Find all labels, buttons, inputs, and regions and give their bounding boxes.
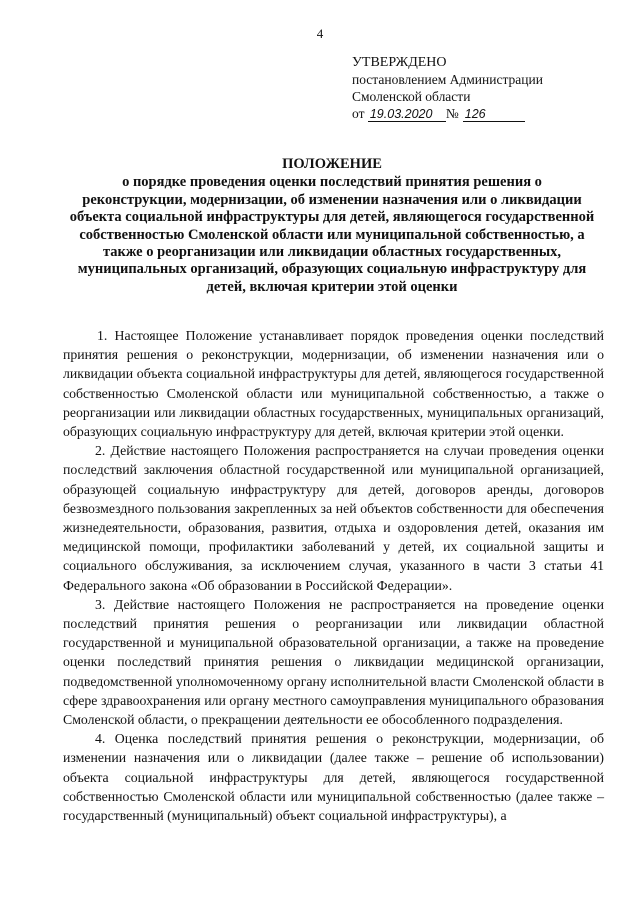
paragraph-1: 1. Настоящее Положение устанавливает порядок проведения оценки последствий принятия решения о реконструкции, модернизации, об изменении назначения или о ликвидации объекта социальной инфраструктуры для детей, являющегося государственной собственностью Смоленской области или муниципальной собственностью, а также о реорганизации или ликвидации областных государственных, муниципальных организаций, образующих социальную инфраструктуру для детей, включая критерии этой оценки. — [63, 328, 604, 440]
number-label: № — [445, 106, 459, 121]
subtitle-line: о порядке проведения оценки последствий принятия решения о — [122, 174, 542, 191]
document-title: ПОЛОЖЕНИЕ — [282, 156, 382, 172]
handwritten-number: 126 — [463, 107, 525, 122]
approval-stamp — [352, 54, 543, 122]
page-number: 4 — [316, 26, 324, 41]
document-body — [63, 326, 604, 825]
document-title-block — [52, 156, 612, 296]
paragraph-2: 2. Действие настоящего Положения распространяется на случаи проведения оценки последствий заключения областной государственной или муниципальной организацией, образующей социальную инфраструктуру для детей, договоров аренды, договоров безвозмездного пользования закрепленных за ней объектов собственности для обеспечения жизнедеятельности, образования, развития, отдыха и оздоровления детей, оказания им медицинской помощи, профилактики заболеваний у детей, их социальной защиты и социального обслуживания, за исключением случая, указанного в части 3 статьи 41 Федерального закона «Об образовании в Российской Федерации». — [63, 443, 604, 593]
handwritten-date: 19.03.2020 — [368, 107, 446, 122]
approval-line-1: постановлением Администрации — [352, 72, 543, 87]
paragraph-4: 4. Оценка последствий принятия решения о реконструкции, модернизации, об изменении назначения или о ликвидации (далее также – решение об использовании) объекта социальной инфраструктуры для детей, являющегося государственной собственностью Смоленской области или муниципальной собственностью (далее также – государственный (муниципальный) объект социальной инфраструктуры), а — [63, 731, 604, 824]
approval-heading: УТВЕРЖДЕНО — [352, 55, 447, 70]
subtitle-line: собственностью Смоленской области или муниципальной собственностью, а — [79, 226, 585, 243]
subtitle-line: также о реорганизации или ликвидации областных государственных, — [102, 244, 562, 261]
from-label: от — [352, 106, 365, 121]
subtitle-line: детей, включая критерии этой оценки — [206, 278, 458, 295]
subtitle-line: муниципальных организаций, образующих социальную инфраструктуру для — [77, 261, 587, 278]
subtitle-line: реконструкции, модернизации, об изменении назначения или о ликвидации — [82, 191, 582, 208]
approval-line-2: Смоленской области — [352, 89, 471, 104]
approval-dateline — [352, 105, 543, 122]
paragraph-3: 3. Действие настоящего Положения не распространяется на проведение оценки последствий принятия решения о реорганизации или ликвидации областной государственной и муниципальной образовательной организации, а также на проведение оценки последствий принятия решения о ликвидации медицинской организации, подведомственной уполномоченному органу исполнительной власти Смоленской области в сфере здравоохранения или органу местного самоуправления муниципального образования Смоленской области, о прекращении деятельности ее обособленного подразделения. — [63, 596, 604, 728]
subtitle-line: объекта социальной инфраструктуры для детей, являющегося государственной — [69, 209, 595, 226]
